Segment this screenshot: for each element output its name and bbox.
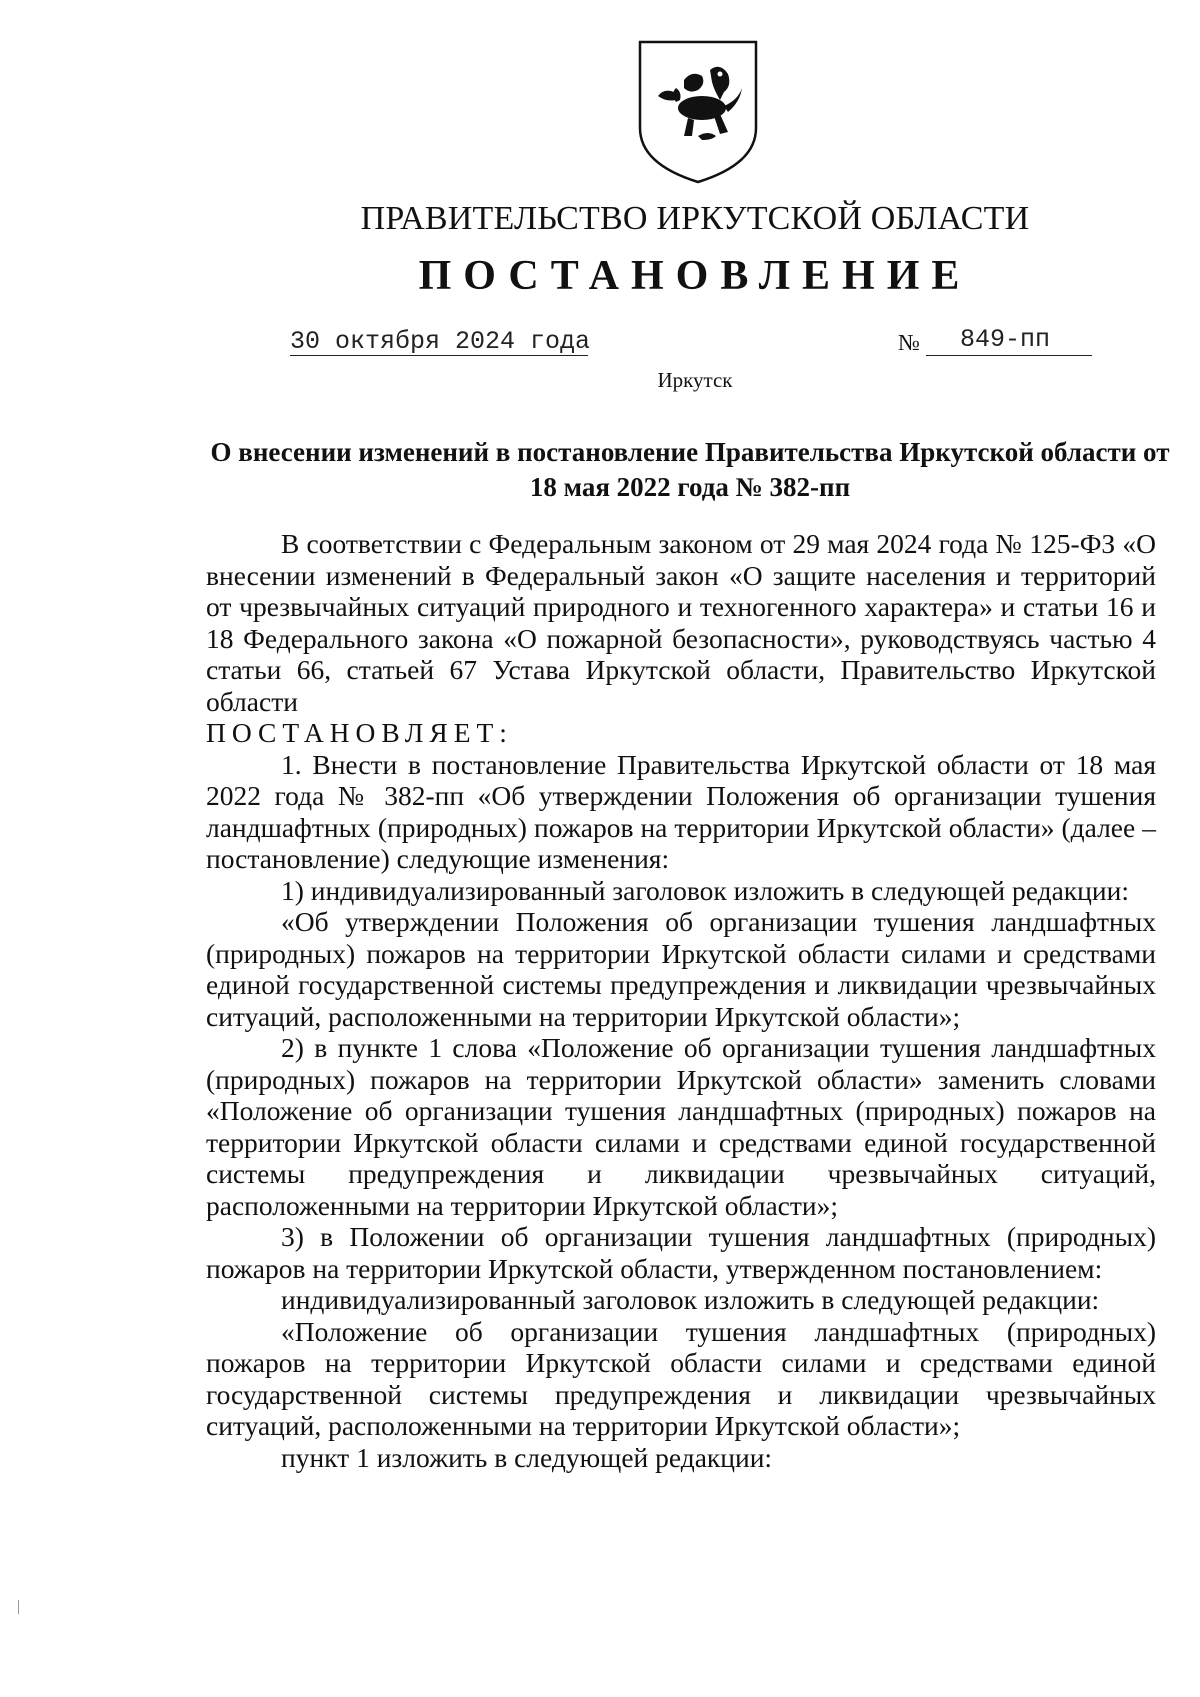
document-city: Иркутск xyxy=(657,368,733,392)
document-type: ПОСТАНОВЛЕНИЕ xyxy=(418,253,972,299)
body-paragraph: «Положение об организации тушения ландшафтных (природных) пожаров на территории Иркутской области силами и средствами единой государственной системы предупреждения и ликвидации чрезвычайных ситуаций, расположенными на территории Иркутской области»; xyxy=(206,1315,1156,1441)
body-paragraph: «Об утверждении Положения об организации тушения ландшафтных (природных) пожаров на территории Иркутской области силами и средствами единой государственной системы предупреждения и ликвидации чрезвычайных ситуаций, расположенными на территории Иркутской области»; xyxy=(206,906,1156,1032)
document-number: 849-пп xyxy=(960,325,1051,354)
body-paragraph: 2) в пункте 1 слова «Положение об организации тушения ландшафтных (природных) пожаров на территории Иркутской области» заменить словами «Положение об организации тушения ландшафтных (природных) пожаров на территории Иркутской области силами и средствами единой государственной системы предупреждения и ликвидации чрезвычайных ситуаций, расположенными на территории Иркутской области»; xyxy=(206,1032,1156,1221)
number-sign: № xyxy=(898,330,920,355)
body-paragraph: 3) в Положении об организации тушения ландшафтных (природных) пожаров на территории Иркутской области, утвержденном постановлением: xyxy=(206,1221,1156,1284)
document-body xyxy=(206,528,1156,1473)
coat-of-arms-icon xyxy=(636,40,760,184)
document-date: 30 октября 2024 года xyxy=(290,327,591,356)
government-title: ПРАВИТЕЛЬСТВО ИРКУТСКОЙ ОБЛАСТИ xyxy=(360,200,1030,237)
scan-margin-mark xyxy=(18,1600,19,1614)
document-subject: О внесении изменений в постановление Правительства Иркутской области от 18 мая 2022 года № 382-пп xyxy=(210,437,1170,502)
body-paragraph: 1. Внести в постановление Правительства Иркутской области от 18 мая 2022 года № 382-пп «Об утверждении Положения об организации тушения ландшафтных (природных) пожаров на территории Иркутской области» (далее – постановление) следующие изменения: xyxy=(206,748,1156,874)
preamble-paragraph: В соответствии с Федеральным законом от 29 мая 2024 года № 125-ФЗ «О внесении изменений в Федеральный закон «О защите населения и территорий от чрезвычайных ситуаций природного и техногенного характера» и статьи 16 и 18 Федерального закона «О пожарной безопасности», руководствуясь частью 4 статьи 66, статьей 67 Устава Иркутской области, Правительство Иркутской области xyxy=(206,528,1156,717)
resolves-heading: ПОСТАНОВЛЯЕТ: xyxy=(206,717,513,748)
body-paragraph: индивидуализированный заголовок изложить в следующей редакции: xyxy=(281,1284,1100,1315)
body-paragraph: 1) индивидуализированный заголовок изложить в следующей редакции: xyxy=(281,874,1129,906)
date-underline xyxy=(290,355,588,356)
number-underline xyxy=(926,355,1092,356)
body-paragraph: пункт 1 изложить в следующей редакции: xyxy=(281,1441,773,1473)
